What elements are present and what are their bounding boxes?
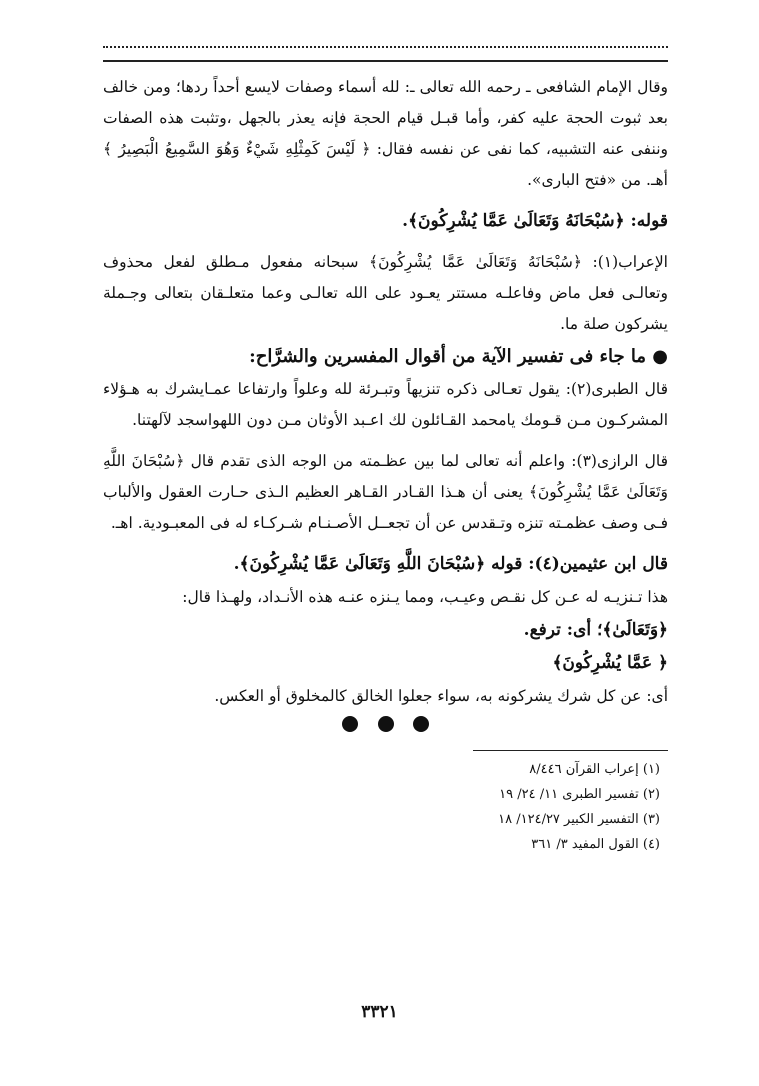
section-heading: ● ما جاء فى تفسير الآية من أقوال المفسرين والشرَّاح:	[249, 346, 668, 367]
ornament-dot	[413, 716, 429, 732]
ornament-dot	[342, 716, 358, 732]
amma-yushrikun-line: ﴿ عَمَّا يُشْرِكُونَ﴾	[552, 653, 668, 673]
shafii-paragraph: وقال الإمام الشافعى ـ رحمه الله تعالى ـ: لله أسماء وصفات لايسع أحداً ردها؛ ومن خالف بعد ثبوت الحجة عليه كفر، وأما قبـل قيام الحجة فإنه يعذر بالجهل ،وتثبت هذه الصفات وننفى عنه التشبيه، كما نفى عن نفسه فقال: ﴿ لَيْسَ كَمِثْلِهِ شَيْءٌ وَهُوَ السَّمِيعُ الْبَصِيرُ ﴾ أهـ. من «فتح البارى».	[103, 78, 668, 189]
ornament-dot	[378, 716, 394, 732]
footnote-2: (٢) تفسير الطبرى ١١/ ٢٤/ ١٩	[499, 787, 660, 802]
tabari-paragraph: قال الطبرى(٢): يقول تعـالى ذكره تنزيهاً وتبـرئة لله وعلواً وارتفاعا عمـايشرك به هـؤلاء المشركـون مـن قـومك يامحمد القـائلون لك اعـبد الأوثان مـن دون اللهواسجد لآلهتنا.	[103, 380, 668, 429]
taala-explanation: ﴿وَتَعَالَىٰ﴾؛ أى: ترفع.	[523, 620, 668, 640]
footnote-separator	[473, 750, 668, 751]
ibn-uthaymin-heading: قال ابن عثيمين(٤): قوله ﴿سُبْحَانَ اللَّهِ وَتَعَالَىٰ عَمَّا يُشْرِكُونَ﴾.	[233, 554, 668, 574]
page-content	[103, 46, 668, 857]
footnote-4: (٤) القول المفيد ٣/ ٣٦١	[531, 837, 660, 852]
footnote-1: (١) إعراب القرآن ٨/٤٤٦	[529, 762, 660, 777]
top-solid-rule	[103, 60, 668, 62]
tanzih-paragraph: هذا تـنزيـه له عـن كل نقـص وعيـب، ومما يـنزه عنـه هذه الأنـداد، ولهـذا قال:	[182, 588, 668, 606]
irab-paragraph: الإعراب(١): ﴿سُبْحَانَهُ وَتَعَالَىٰ عَمَّا يُشْرِكُونَ﴾ سبحانه مفعول مـطلق لفعل محذوف وتعالـى فعل ماض وفاعلـه مستتر يعـود على الله تعالـى وعما متعلـقان بتعالى وجـملة يشركون صلة ما.	[103, 253, 668, 333]
footnote-3: (٣) التفسير الكبير ١٢٤/٢٧/ ١٨	[498, 812, 660, 827]
top-dotted-rule	[103, 46, 668, 48]
section-end-ornament	[103, 716, 668, 736]
verse-quote-line: قوله: ﴿سُبْحَانَهُ وَتَعَالَىٰ عَمَّا يُشْرِكُونَ﴾.	[402, 211, 668, 231]
shirk-explanation: أى: عن كل شرك يشركونه به، سواء جعلوا الخالق كالمخلوق أو العكس.	[214, 687, 668, 705]
razi-paragraph: قال الرازى(٣): واعلم أنه تعالى لما بين عظـمته من الوجه الذى تقدم قال ﴿سُبْحَانَ اللَّهِ وَتَعَالَىٰ عَمَّا يُشْرِكُونَ﴾ يعنى أن هـذا القـادر القـاهر العظيم الـذى حـارت العقول والألباب فـى وصف عظمـته تنزه وتـقدس عن أن تجعــل الأصـنـام شـركـاء له فى المعبـودية. اهـ.	[103, 452, 669, 532]
page-number: ٣٣٢١	[361, 1002, 398, 1022]
